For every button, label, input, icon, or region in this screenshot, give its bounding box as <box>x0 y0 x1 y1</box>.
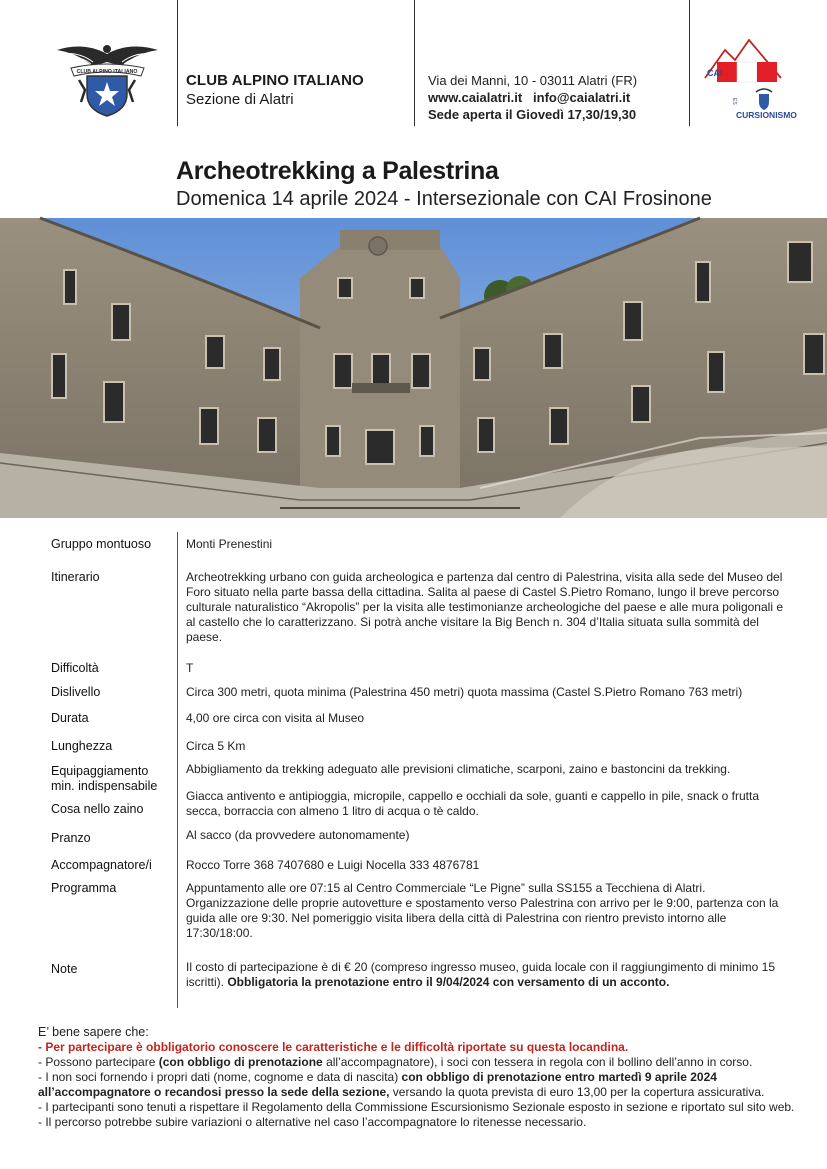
notes-line-registration <box>38 1085 798 1100</box>
row-value: Circa 300 metri, quota minima (Palestrina 450 metri) quota massima (Castel S.Pietro Romano 763 metri) <box>186 685 743 699</box>
esc-logo-es: ES <box>731 98 737 105</box>
row-value: 4,00 ore circa con visita al Museo <box>186 711 365 725</box>
row-label: Equipaggiamento min. indispensabile <box>51 764 158 793</box>
row-label: Cosa nello zaino <box>51 802 144 816</box>
row-value: Appuntamento alle ore 07:15 al Centro Commerciale “Le Pigne” sulla SS155 a Tecchiena di Alatri. Organizzazione delle proprie autovetture e spostamento verso Palestrina con arrivo per le 9:00, partenza con la guida alle ore 9:30. Nel pomeriggio visita libera della città di Palestrina con rientro previsto intorno alle 17:30/18:00. <box>186 881 779 940</box>
row-label: Durata <box>51 711 89 725</box>
notes-line-members <box>38 1055 798 1070</box>
notes-text: - I non soci fornendo i propri dati (nome, cognome e data di nascita) <box>38 1070 402 1084</box>
row-value <box>186 960 786 990</box>
esc-logo-text: CURSIONISMO <box>736 110 797 120</box>
address-line: Via dei Manni, 10 - 03011 Alatri (FR) <box>428 73 638 88</box>
note-text: Il costo di partecipazione è di € 20 (compreso ingresso museo, guida locale con il raggiungimento di minimo 15 iscritti). <box>186 960 775 989</box>
event-title: Archeotrekking a Palestrina <box>176 157 499 185</box>
row-value: Circa 5 Km <box>186 739 246 753</box>
row-label: Lunghezza <box>51 739 113 753</box>
notes-text: all’accompagnatore), i soci con tessera in regola con il bollino dell’anno in corso. <box>322 1055 753 1069</box>
email-link[interactable]: info@caialatri.it <box>533 90 631 105</box>
notes-warning: - Per partecipare è obbligatorio conoscere le caratteristiche e le difficoltà riportate su questa locandina. <box>38 1040 629 1054</box>
notes-line-regulation: - I partecipanti sono tenuti a rispettare il Regolamento della Commissione Escursionismo Sezionale esposto in sezione e riportato sul sito web. <box>38 1100 795 1114</box>
opening-hours: Sede aperta il Giovedì 17,30/19,30 <box>428 107 637 122</box>
row-label: Pranzo <box>51 831 91 845</box>
row-label: Difficoltà <box>51 661 99 675</box>
note-booking-bold: Obbligatoria la prenotazione entro il 9/04/2024 con versamento di un acconto. <box>227 975 670 989</box>
row-label: Note <box>51 962 78 976</box>
row-value: Monti Prenestini <box>186 537 273 551</box>
row-label: Programma <box>51 881 117 895</box>
row-value: Rocco Torre 368 7407680 e Luigi Nocella 333 4876781 <box>186 858 480 872</box>
contact-block <box>428 72 637 123</box>
row-label: Gruppo montuoso <box>51 537 152 551</box>
notes-bold: (con obbligo di prenotazione <box>158 1055 323 1069</box>
row-label: Itinerario <box>51 570 100 584</box>
header-divider-1 <box>177 0 178 126</box>
esc-logo-cai: CAI <box>707 68 723 78</box>
event-subtitle: Domenica 14 aprile 2024 - Intersezionale con CAI Frosinone <box>176 188 712 210</box>
row-value: Al sacco (da provvedere autonomamente) <box>186 828 410 842</box>
escursionismo-logo <box>703 38 797 122</box>
cai-logo <box>55 40 160 120</box>
row-value: Abbigliamento da trekking adeguato alle previsioni climatiche, scarponi, zaino e bastoncini da trekking. <box>186 762 731 776</box>
row-label: Accompagnatore/i <box>51 858 152 872</box>
notes-line-variations: - Il percorso potrebbe subire variazioni o alternative nel caso l’accompagnatore lo ritenesse necessario. <box>38 1115 587 1129</box>
website-link[interactable]: www.caialatri.it <box>428 90 523 105</box>
row-value: Archeotrekking urbano con guida archeologica e partenza dal centro di Palestrina, visita alla sede del Museo del Foro situato nella parte bassa della cittadina. Salita al paese di Castel S.Pietro Romano, lungo il breve percorso culturale naturalistico “Akropolis” per la visita alle testimonianze archeologiche del paese e alle mura poligonali e al castello che lo caratterizzano. Si potrà anche visitare la Big Bench n. 304 d’Italia situata sulla sommità del paese. <box>186 570 783 644</box>
org-name: CLUB ALPINO ITALIANO <box>186 72 364 89</box>
web-email-line <box>428 89 637 106</box>
notes-bold: con obbligo di prenotazione entro martedì 9 aprile 2024 <box>401 1070 717 1084</box>
notes-heading: E’ bene sapere che: <box>38 1025 149 1039</box>
palace-photo <box>0 218 827 518</box>
logo-banner-text: CLUB ALPINO ITALIANO <box>76 69 138 75</box>
org-section: Sezione di Alatri <box>186 91 294 108</box>
notes-text: versando la quota prevista di euro 13,00 per la copertura assicurativa. <box>389 1085 765 1099</box>
notes-line-nonmembers <box>38 1070 798 1085</box>
notes-text: - Possono partecipare <box>38 1055 159 1069</box>
header-divider-2 <box>414 0 415 126</box>
row-label: Dislivello <box>51 685 101 699</box>
row-value: T <box>186 661 194 675</box>
notes-block <box>38 1025 798 1130</box>
header-divider-3 <box>689 0 690 126</box>
row-value: Giacca antivento e antipioggia, micropile, cappello e occhiali da sole, guanti e cappello in pile, snack o frutta secca, borraccia con almeno 1 litro di acqua o tè caldo. <box>186 789 760 818</box>
table-column-divider <box>177 532 178 1008</box>
notes-bold: all’accompagnatore o recandosi presso la sede della sezione, <box>38 1085 390 1099</box>
